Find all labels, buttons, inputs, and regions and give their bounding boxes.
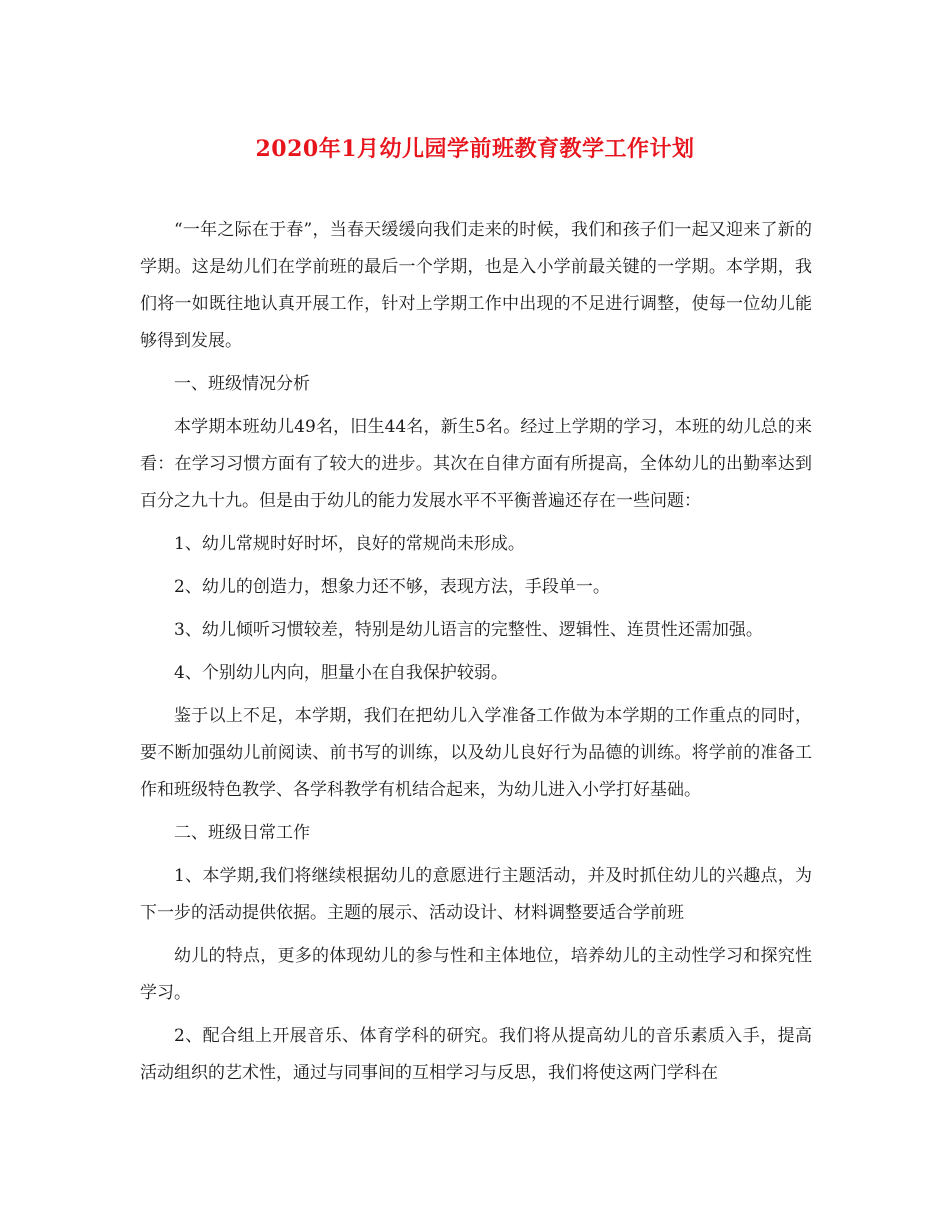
section-heading-class-analysis: 一、班级情况分析 [174, 374, 310, 394]
document-body [140, 212, 812, 1098]
paragraph-intro: “一年之际在于春”，当春天缓缓向我们走来的时候，我们和孩子们一起又迎来了新的学期。这是幼儿们在学前班的最后一个学期，也是入小学前最关键的一学期。本学期，我们将一如既往地认真开展工作，针对上学期工作中出现的不足进行调整，使每一位幼儿能够得到发展。 [140, 220, 812, 351]
list-item-work-2: 2、配合组上开展音乐、体育学科的研究。我们将从提高幼儿的音乐素质入手，提高活动组织的艺术性，通过与同事间的互相学习与反思，我们将使这两门学科在 [140, 1026, 812, 1083]
list-item-problem-1: 1、幼儿常规时好时坏，良好的常规尚未形成。 [174, 534, 525, 554]
list-item-work-1-continued: 幼儿的特点，更多的体现幼儿的参与性和主体地位，培养幼儿的主动性学习和探究性学习。 [140, 946, 812, 1003]
section-heading-daily-work: 二、班级日常工作 [174, 823, 310, 843]
paragraph-focus: 鉴于以上不足，本学期，我们在把幼儿入学准备工作做为本学期的工作重点的同时，要不断加强幼儿前阅读、前书写的训练，以及幼儿良好行为品德的训练。将学前的准备工作和班级特色教学、各学科教学有机结合起来，为幼儿进入小学打好基础。 [140, 706, 812, 800]
list-item-work-1: 1、本学期,我们将继续根据幼儿的意愿进行主题活动，并及时抓住幼儿的兴趣点，为下一步的活动提供依据。主题的展示、活动设计、材料调整要适合学前班 [140, 866, 812, 923]
paragraph-class-overview: 本学期本班幼儿49名，旧生44名，新生5名。经过上学期的学习，本班的幼儿总的来看：在学习习惯方面有了较大的进步。其次在自律方面有所提高，全体幼儿的出勤率达到百分之九十九。但是由于幼儿的能力发展水平不平衡普遍还存在一些问题： [140, 417, 812, 511]
list-item-problem-3: 3、幼儿倾听习惯较差，特别是幼儿语言的完整性、逻辑性、连贯性还需加强。 [174, 620, 763, 640]
document-title: 2020年1月幼儿园学前班教育教学工作计划 [255, 136, 695, 162]
list-item-problem-4: 4、个别幼儿内向，胆量小在自我保护较弱。 [174, 663, 508, 683]
list-item-problem-2: 2、幼儿的创造力，想象力还不够，表现方法，手段单一。 [174, 577, 610, 597]
